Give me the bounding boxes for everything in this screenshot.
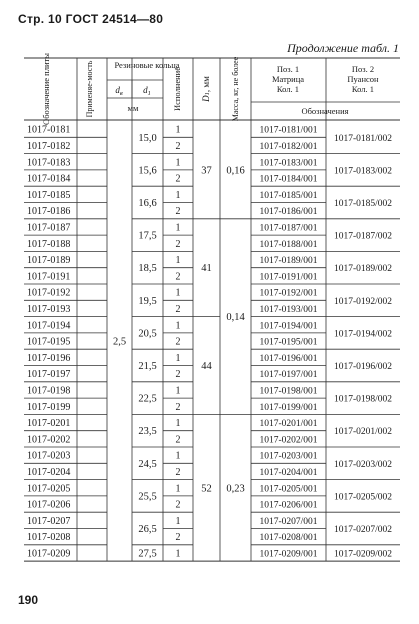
row-version: 1 [175,287,181,299]
row-version: 1 [175,189,181,201]
header-pos1-line: Поз. 1 [276,64,300,74]
header-pos1-line: Матрица [271,74,305,84]
row-designation: 1017-0195 [27,336,71,348]
pos2-value: 1017-0201/002 [333,427,393,438]
row-designation: 1017-0192 [27,287,71,299]
row-version: 2 [175,271,181,283]
row-designation: 1017-0193 [27,303,71,315]
row-pos1: 1017-0193/001 [259,304,318,315]
row-version: 1 [175,320,181,332]
header-pos1-line: Кол. 1 [276,84,300,94]
row-version: 1 [175,157,181,169]
row-version: 2 [175,369,181,381]
header-designations: Обозначения [301,106,349,116]
d1-value: 22,5 [138,393,157,405]
pos2-value: 1017-0209/002 [333,549,393,560]
header-version: Исполнение [172,66,182,112]
row-designation: 1017-0209 [27,548,71,560]
d1-value: 21,5 [138,361,157,372]
d1-value: 15,6 [138,165,157,177]
mass-value: 0,23 [226,483,245,495]
row-version: 2 [175,401,181,413]
row-version: 1 [175,483,181,495]
row-pos1: 1017-0202/001 [259,435,318,446]
row-designation: 1017-0181 [27,124,71,136]
pos2-value: 1017-0198/002 [333,394,393,405]
pos2-value: 1017-0194/002 [333,329,393,340]
row-pos1: 1017-0181/001 [259,125,318,136]
row-version: 2 [175,303,181,315]
header-pos2-line: Пуансон [347,74,379,84]
row-pos1: 1017-0197/001 [259,370,318,381]
pos2-value: 1017-0189/002 [333,264,393,275]
row-pos1: 1017-0195/001 [259,337,318,348]
row-pos1: 1017-0204/001 [259,467,318,478]
diameter-value: 41 [201,263,212,275]
row-pos1: 1017-0194/001 [259,321,318,332]
row-pos1: 1017-0191/001 [259,272,318,283]
row-version: 1 [175,222,181,234]
row-version: 2 [175,336,181,348]
row-pos1: 1017-0196/001 [259,353,318,364]
row-designation: 1017-0194 [27,320,71,332]
header-pos2-line: Кол. 1 [351,84,375,94]
d1-value: 20,5 [138,328,157,340]
d1-value: 17,5 [138,230,157,242]
row-pos1: 1017-0203/001 [259,451,318,462]
pos2-value: 1017-0196/002 [333,362,393,372]
row-version: 2 [175,206,181,218]
diameter-value: 52 [201,483,212,495]
d1-value: 19,5 [138,295,157,307]
row-version: 1 [175,352,181,364]
row-pos1: 1017-0205/001 [259,484,318,495]
row-pos1: 1017-0183/001 [259,158,318,169]
row-pos1: 1017-0182/001 [259,141,318,152]
diameter-value: 37 [201,165,212,177]
pos2-value: 1017-0185/002 [333,199,393,209]
pos2-value: 1017-0183/002 [333,166,393,177]
row-designation: 1017-0208 [27,532,71,544]
row-version: 1 [175,255,181,267]
row-version: 2 [175,238,181,250]
row-designation: 1017-0206 [27,499,71,511]
diameter-value: 44 [201,361,212,372]
header-designation: Обозначение плиты [41,53,51,125]
pos2-value: 1017-0187/002 [333,231,393,242]
header-db: $d_в$ [115,85,123,97]
row-pos1: 1017-0186/001 [259,207,318,218]
row-pos1: 1017-0208/001 [259,533,318,544]
row-designation: 1017-0202 [27,434,71,446]
row-pos1: 1017-0187/001 [259,223,318,234]
row-pos1: 1017-0189/001 [259,256,318,267]
row-pos1: 1017-0199/001 [259,402,318,413]
page-number: 190 [18,593,39,607]
header-pos2-line: Поз. 2 [351,64,375,74]
row-pos1: 1017-0192/001 [259,288,318,299]
row-designation: 1017-0183 [27,157,71,169]
row-designation: 1017-0204 [27,466,71,478]
header-mass: Масса, кг, не более [231,56,240,122]
d1-value: 25,5 [138,491,157,503]
header-rings: Резиновые кольца [114,60,180,70]
row-version: 2 [175,140,181,152]
pos2-value: 1017-0181/002 [333,133,393,144]
row-designation: 1017-0199 [27,401,71,413]
page-header: Стр. 10 ГОСТ 24514—80 [18,12,164,26]
header-applicability: Применяе-мость [85,60,94,118]
d1-value: 26,5 [138,524,157,535]
pos2-value: 1017-0192/002 [333,296,393,307]
row-designation: 1017-0184 [27,173,71,185]
row-designation: 1017-0207 [27,515,71,527]
row-pos1: 1017-0209/001 [259,549,318,560]
header-d1: $d_1$ [143,85,151,97]
db-value: 2,5 [112,336,127,348]
row-designation: 1017-0201 [27,418,71,430]
row-version: 1 [175,124,181,136]
row-designation: 1017-0197 [27,369,71,381]
d1-value: 27,5 [138,548,157,560]
row-designation: 1017-0191 [27,271,71,283]
row-designation: 1017-0198 [27,385,71,397]
row-pos1: 1017-0207/001 [259,516,318,527]
row-pos1: 1017-0206/001 [259,500,318,511]
d1-value: 23,5 [138,426,157,438]
row-pos1: 1017-0184/001 [259,174,318,185]
header-mm: мм [127,103,139,113]
row-designation: 1017-0196 [27,352,71,364]
mass-value: 0,16 [226,165,245,177]
row-version: 2 [175,532,181,544]
d1-value: 15,0 [138,132,157,144]
row-designation: 1017-0187 [27,222,71,234]
row-pos1: 1017-0198/001 [259,386,318,397]
row-version: 2 [175,499,181,511]
row-version: 1 [175,548,181,560]
table-continuation-label: Продолжение табл. 1 [287,41,399,55]
row-designation: 1017-0189 [27,255,71,267]
row-pos1: 1017-0188/001 [259,239,318,250]
d1-value: 16,6 [138,198,157,209]
row-pos1: 1017-0185/001 [259,190,318,201]
row-designation: 1017-0185 [27,189,71,201]
d1-value: 24,5 [138,458,157,470]
row-version: 1 [175,385,181,397]
row-version: 2 [175,466,181,478]
row-version: 1 [175,515,181,527]
row-pos1: 1017-0201/001 [259,419,318,430]
row-version: 1 [175,418,181,430]
pos2-value: 1017-0203/002 [333,459,393,470]
mass-value: 0,14 [226,312,245,324]
d1-value: 18,5 [138,263,157,275]
row-designation: 1017-0182 [27,140,71,152]
row-version: 1 [175,450,181,462]
pos2-value: 1017-0207/002 [333,525,393,535]
row-designation: 1017-0186 [27,206,71,218]
pos2-value: 1017-0205/002 [333,492,393,503]
row-designation: 1017-0205 [27,483,71,495]
row-version: 2 [175,434,181,446]
header-diameter: D1, мм [201,76,211,102]
row-designation: 1017-0203 [27,450,71,462]
row-designation: 1017-0188 [27,238,71,250]
row-version: 2 [175,173,181,185]
